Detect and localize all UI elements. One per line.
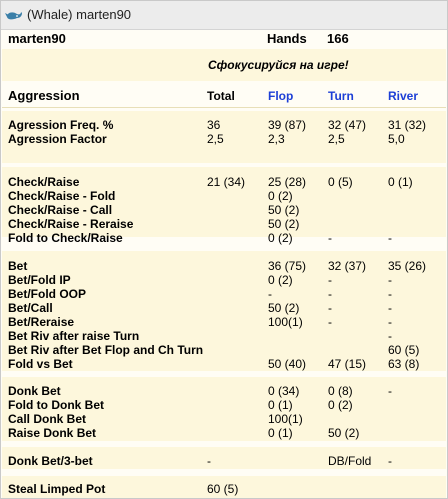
table-header [2,85,446,107]
table-row [2,259,446,273]
table-row [2,315,446,329]
cell-total: 60 (5) [207,482,239,496]
cell-river: - [388,315,392,329]
cell-turn: - [328,287,332,301]
cell-turn: DB/Fold [328,454,372,468]
table-row [2,231,446,245]
cell-turn: - [328,273,332,287]
table-row [2,412,446,426]
cell-total: 21 (34) [207,175,246,189]
hands-value: 166 [327,31,349,46]
table-row [2,357,446,371]
table-row [2,329,446,343]
row-label: Steal Limped Pot [8,482,106,496]
row-label: Agression Freq. % [8,118,114,132]
cell-turn: 50 (2) [328,426,360,440]
row-label: Bet/Reraise [8,315,75,329]
table-row [2,287,446,301]
hands-label: Hands [267,31,307,46]
cell-flop: - [268,287,272,301]
cell-turn: 0 (8) [328,384,353,398]
row-label: Bet Riv after raise Turn [8,329,140,343]
cell-river: - [388,287,392,301]
cell-turn: - [328,315,332,329]
note-row [2,49,446,81]
cell-total: 2,5 [207,132,224,146]
cell-flop: 39 (87) [268,118,307,132]
cell-flop: 50 (2) [268,301,300,315]
row-label: Bet/Fold IP [8,273,71,287]
col-total: Total [207,89,235,103]
row-label: Call Donk Bet [8,412,87,426]
cell-river: - [388,454,392,468]
whale-icon [5,7,23,23]
player-note: Сфокусируйся на игре! [208,58,349,72]
row-label: Fold vs Bet [8,357,73,371]
cell-river: - [388,384,392,398]
cell-river: - [388,329,392,343]
cell-flop: 0 (1) [268,426,293,440]
cell-flop: 0 (2) [268,231,293,245]
cell-turn: 0 (5) [328,175,353,189]
cell-river: 35 (26) [388,259,427,273]
row-label: Check/Raise - Fold [8,189,116,203]
cell-flop: 36 (75) [268,259,307,273]
table-row [2,384,446,398]
player-name: marten90 [8,31,66,46]
window-title: (Whale) marten90 [27,7,132,22]
cell-flop: 0 (1) [268,398,293,412]
cell-flop: 0 (34) [268,384,300,398]
cell-turn: 0 (2) [328,398,353,412]
cell-flop: 50 (40) [268,357,307,371]
col-river: River [388,89,419,103]
row-label: Bet/Call [8,301,53,315]
col-flop: Flop [268,89,294,103]
col-turn: Turn [328,89,354,103]
table-row [2,118,446,132]
table-row [2,482,446,496]
cell-flop: 50 (2) [268,217,300,231]
cell-river: 31 (32) [388,118,427,132]
cell-river: 5,0 [388,132,405,146]
cell-river: 63 (8) [388,357,420,371]
table-row [2,426,446,440]
cell-river: - [388,231,392,245]
table-row [2,132,446,146]
table-row [2,189,446,203]
table-row [2,217,446,231]
cell-flop: 50 (2) [268,203,300,217]
cell-turn: 32 (47) [328,118,367,132]
title-bar[interactable] [1,1,447,30]
player-row [2,30,446,48]
cell-flop: 100(1) [268,315,303,329]
cell-turn: - [328,301,332,315]
row-label: Bet/Fold OOP [8,287,86,301]
cell-flop: 0 (2) [268,273,293,287]
cell-total: - [207,454,211,468]
table-row [2,454,446,468]
cell-flop: 100(1) [268,412,303,426]
table-row [2,203,446,217]
cell-flop: 25 (28) [268,175,307,189]
table-row [2,175,446,189]
cell-turn: - [328,231,332,245]
cell-turn: 32 (37) [328,259,367,273]
cell-flop: 2,3 [268,132,285,146]
cell-river: - [388,273,392,287]
cell-river: - [388,301,392,315]
row-label: Fold to Check/Raise [8,231,123,245]
table-row [2,398,446,412]
row-label: Check/Raise - Call [8,203,113,217]
row-label: Raise Donk Bet [8,426,97,440]
row-label: Check/Raise - Reraise [8,217,134,231]
row-label: Agression Factor [8,132,107,146]
table-row [2,301,446,315]
cell-total: 36 [207,118,221,132]
row-label: Bet [8,259,28,273]
cell-river: 60 (5) [388,343,420,357]
divider [2,107,446,108]
table-row [2,343,446,357]
cell-river: 0 (1) [388,175,413,189]
row-label: Donk Bet/3-bet [8,454,93,468]
table-row [2,273,446,287]
row-label: Fold to Donk Bet [8,398,104,412]
row-label: Check/Raise [8,175,80,189]
cell-turn: 2,5 [328,132,345,146]
cell-flop: 0 (2) [268,189,293,203]
row-label: Bet Riv after Bet Flop and Ch Turn [8,343,204,357]
section-title: Aggression [8,88,80,103]
cell-turn: 47 (15) [328,357,367,371]
row-label: Donk Bet [8,384,61,398]
